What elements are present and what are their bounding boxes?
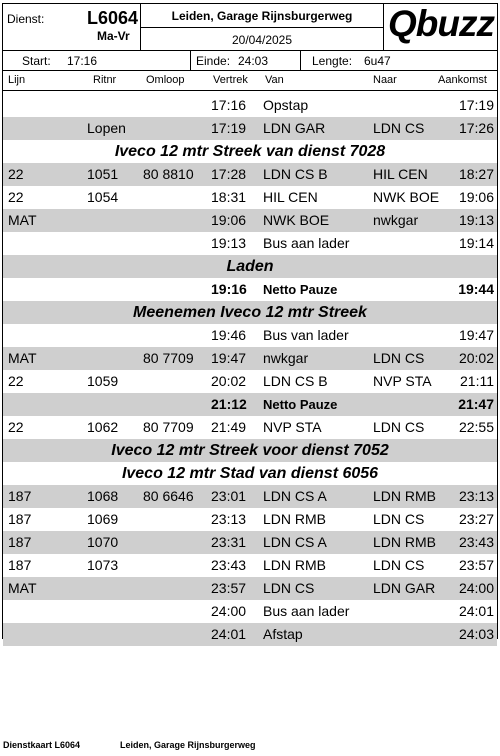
cell-aankomst: 19:06 xyxy=(458,189,494,205)
cell-vertrek: 17:19 xyxy=(211,120,247,136)
cell-ritnr: 1059 xyxy=(87,373,119,389)
table-row xyxy=(3,623,497,646)
qbuzz-logo: Qbuzz xyxy=(388,3,494,44)
cell-van: LDN CS A xyxy=(263,534,327,550)
cell-aankomst: 19:44 xyxy=(458,281,494,297)
cell-ritnr: 1062 xyxy=(87,419,119,435)
cell-vertrek: 21:49 xyxy=(211,419,247,435)
header-divider xyxy=(140,27,384,28)
header-divider xyxy=(190,50,191,70)
cell-lijn: 22 xyxy=(8,189,24,205)
lengte-label: Lengte: xyxy=(312,54,353,68)
cell-vertrek: 24:00 xyxy=(211,603,247,619)
cell-naar: LDN CS xyxy=(373,350,425,366)
cell-vertrek: 19:06 xyxy=(211,212,247,228)
section-heading: Iveco 12 mtr Stad van dienst 6056 xyxy=(121,465,379,482)
cell-lijn: 187 xyxy=(8,557,32,573)
dienst-label: Dienst: xyxy=(7,12,45,26)
section-heading: Meenemen Iveco 12 mtr Streek xyxy=(3,301,497,324)
column-header-omloop: Omloop xyxy=(146,74,185,86)
cell-vertrek: 19:13 xyxy=(211,235,247,251)
column-header-aankomst: Aankomst xyxy=(438,74,487,86)
cell-van: Opstap xyxy=(263,97,309,113)
cell-lijn: 22 xyxy=(8,419,24,435)
cell-omloop: 80 7709 xyxy=(143,350,194,366)
cell-van: LDN RMB xyxy=(263,511,327,527)
cell-vertrek: 19:47 xyxy=(211,350,247,366)
cell-lijn: MAT xyxy=(8,580,37,596)
column-header-divider xyxy=(2,90,498,91)
table-row xyxy=(3,531,497,554)
table-row xyxy=(3,554,497,577)
cell-ritnr: 1054 xyxy=(87,189,119,205)
cell-vertrek: 18:31 xyxy=(211,189,247,205)
cell-vertrek: 17:28 xyxy=(211,166,247,182)
cell-ritnr: 1069 xyxy=(87,511,119,527)
dienst-code: L6064 xyxy=(87,8,139,28)
lengte-value: 6u47 xyxy=(364,54,391,68)
cell-naar: LDN GAR xyxy=(373,580,436,596)
garage-name: Leiden, Garage Rijnsburgerweg xyxy=(171,9,353,23)
column-header-lijn: Lijn xyxy=(8,74,26,86)
cell-naar: HIL CEN xyxy=(373,166,428,182)
cell-vertrek: 19:16 xyxy=(211,281,247,297)
cell-aankomst: 23:57 xyxy=(458,557,494,573)
table-row xyxy=(3,485,497,508)
cell-ritnr: 1068 xyxy=(87,488,119,504)
table-row xyxy=(3,117,497,140)
cell-van: Netto Pauze xyxy=(263,282,338,297)
cell-ritnr: 1051 xyxy=(87,166,119,182)
cell-lijn: MAT xyxy=(8,212,37,228)
table-row xyxy=(3,600,497,623)
footer-garage: Leiden, Garage Rijnsburgerweg xyxy=(120,740,256,750)
cell-naar: LDN RMB xyxy=(373,534,437,550)
cell-lijn: 187 xyxy=(8,534,32,550)
cell-vertrek: 23:13 xyxy=(211,511,247,527)
cell-vertrek: 24:01 xyxy=(211,626,247,642)
column-header-naar: Naar xyxy=(373,74,397,86)
cell-aankomst: 19:14 xyxy=(458,235,494,251)
cell-van: nwkgar xyxy=(263,350,309,366)
einde-value: 24:03 xyxy=(238,54,269,68)
section-heading: Iveco 12 mtr Streek van dienst 7028 xyxy=(114,143,386,160)
cell-van: Bus aan lader xyxy=(263,603,350,619)
cell-van: Afstap xyxy=(263,626,303,642)
table-row xyxy=(3,209,497,232)
cell-vertrek: 21:12 xyxy=(211,396,247,412)
column-header-vertrek: Vertrek xyxy=(213,74,248,86)
cell-van: LDN RMB xyxy=(263,557,327,573)
cell-aankomst: 19:13 xyxy=(458,212,494,228)
cell-naar: LDN RMB xyxy=(373,488,437,504)
section-heading: Iveco 12 mtr Streek voor dienst 7052 xyxy=(3,439,497,462)
pause-row xyxy=(3,393,497,416)
cell-aankomst: 21:47 xyxy=(458,396,494,412)
cell-aankomst: 21:11 xyxy=(460,373,494,389)
section-heading: Laden xyxy=(3,255,497,278)
cell-vertrek: 23:31 xyxy=(211,534,247,550)
dienst-days: Ma-Vr xyxy=(97,29,130,43)
cell-van: LDN CS B xyxy=(263,166,328,182)
cell-van: Netto Pauze xyxy=(263,397,338,412)
cell-aankomst: 23:27 xyxy=(458,511,494,527)
cell-naar: LDN CS xyxy=(373,419,425,435)
cell-vertrek: 23:57 xyxy=(211,580,247,596)
cell-van: Bus van lader xyxy=(263,327,349,343)
table-row xyxy=(3,370,497,393)
table-row xyxy=(3,94,497,117)
cell-aankomst: 17:19 xyxy=(458,97,494,113)
cell-aankomst: 19:47 xyxy=(458,327,494,343)
cell-van: Bus aan lader xyxy=(263,235,350,251)
cell-aankomst: 17:26 xyxy=(458,120,494,136)
cell-aankomst: 24:01 xyxy=(458,603,494,619)
table-row xyxy=(3,577,497,600)
cell-naar: LDN CS xyxy=(373,557,425,573)
cell-vertrek: 19:46 xyxy=(211,327,247,343)
table-row xyxy=(3,508,497,531)
cell-van: LDN GAR xyxy=(263,120,326,136)
start-value: 17:16 xyxy=(67,54,98,68)
cell-van: LDN CS xyxy=(263,580,315,596)
header-divider xyxy=(2,70,498,71)
cell-aankomst: 24:03 xyxy=(458,626,494,642)
cell-lijn: 22 xyxy=(8,166,24,182)
cell-ritnr: 1070 xyxy=(87,534,119,550)
cell-lijn: 187 xyxy=(8,511,32,527)
table-row xyxy=(3,163,497,186)
cell-naar: NVP STA xyxy=(373,373,432,389)
cell-omloop: 80 6646 xyxy=(143,488,194,504)
cell-aankomst: 23:43 xyxy=(458,534,494,550)
footer-card-id: Dienstkaart L6064 xyxy=(3,740,81,750)
cell-naar: nwkgar xyxy=(373,212,419,228)
table-row xyxy=(3,186,497,209)
einde-label: Einde: xyxy=(196,54,231,68)
cell-van: NWK BOE xyxy=(263,212,330,228)
cell-van: NVP STA xyxy=(263,419,322,435)
cell-ritnr: Lopen xyxy=(87,120,126,136)
cell-ritnr: 1073 xyxy=(87,557,119,573)
table-row xyxy=(3,347,497,370)
header-divider xyxy=(300,50,301,70)
cell-omloop: 80 7709 xyxy=(143,419,194,435)
start-label: Start: xyxy=(22,54,51,68)
cell-naar: LDN CS xyxy=(373,120,425,136)
table-row xyxy=(3,416,497,439)
cell-naar: LDN CS xyxy=(373,511,425,527)
cell-lijn: MAT xyxy=(8,350,37,366)
cell-lijn: 22 xyxy=(8,373,24,389)
cell-van: HIL CEN xyxy=(263,189,318,205)
cell-vertrek: 17:16 xyxy=(211,97,247,113)
table-row xyxy=(3,232,497,255)
cell-vertrek: 20:02 xyxy=(211,373,247,389)
cell-aankomst: 23:13 xyxy=(458,488,494,504)
cell-naar: NWK BOE xyxy=(373,189,440,205)
cell-aankomst: 18:27 xyxy=(458,166,494,182)
cell-vertrek: 23:43 xyxy=(211,557,247,573)
cell-aankomst: 20:02 xyxy=(458,350,494,366)
service-date: 20/04/2025 xyxy=(231,33,293,47)
column-header-van: Van xyxy=(265,74,284,86)
table-row xyxy=(3,324,497,347)
cell-omloop: 80 8810 xyxy=(143,166,194,182)
cell-vertrek: 23:01 xyxy=(211,488,247,504)
cell-lijn: 187 xyxy=(8,488,32,504)
header-divider xyxy=(2,50,498,51)
schedule-table xyxy=(3,94,497,646)
column-header-ritnr: Ritnr xyxy=(93,74,117,86)
cell-van: LDN CS A xyxy=(263,488,327,504)
cell-aankomst: 22:55 xyxy=(458,419,494,435)
cell-van: LDN CS B xyxy=(263,373,328,389)
cell-aankomst: 24:00 xyxy=(458,580,494,596)
pause-row xyxy=(3,278,497,301)
